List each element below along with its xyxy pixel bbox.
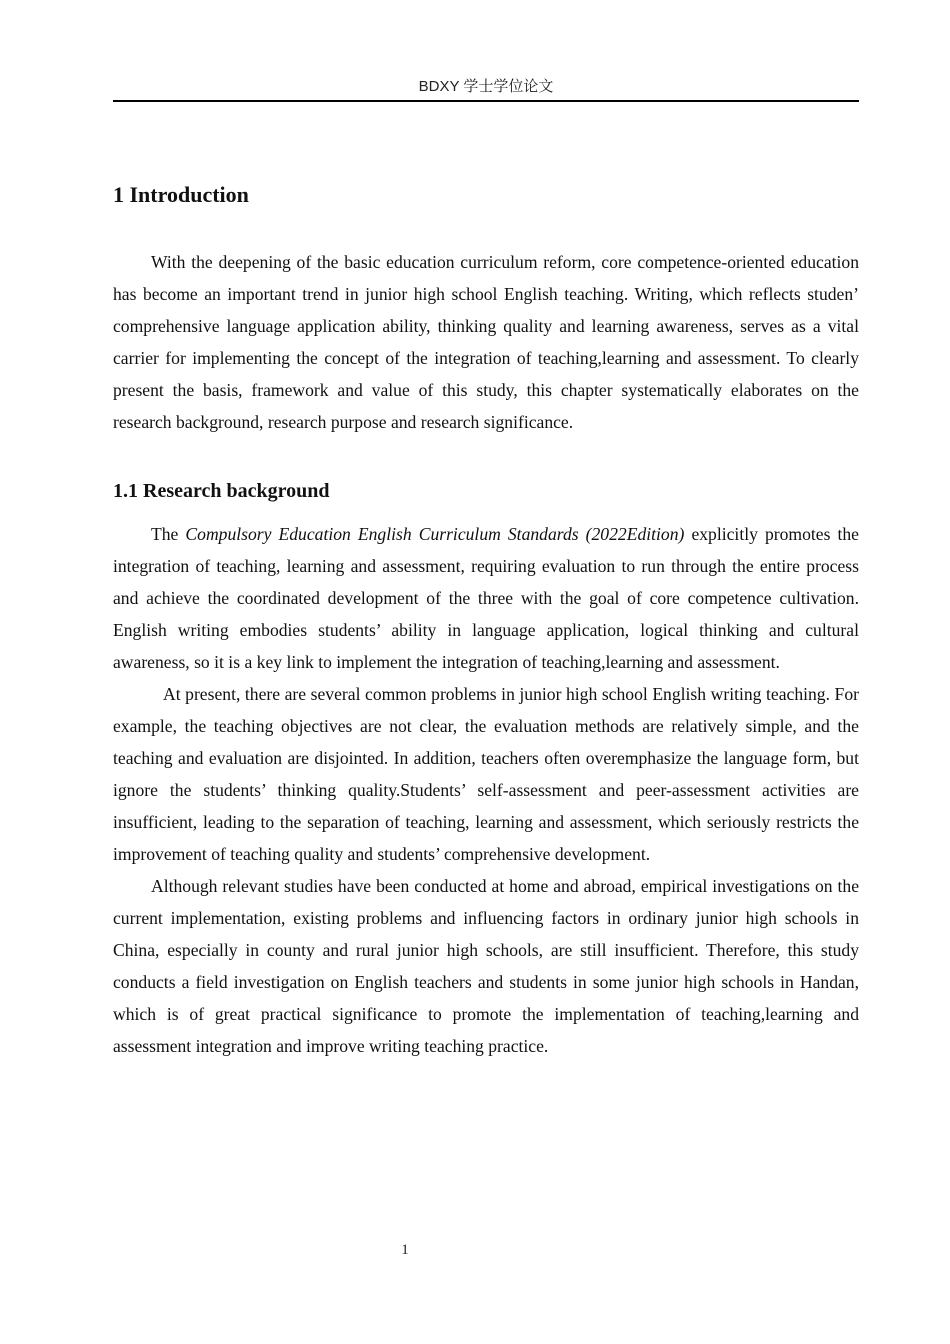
background-paragraph-2: At present, there are several common problems in junior high school English writing teaching. For example, the teaching objectives are not clear, the evaluation methods are relatively simple, and the teaching and evaluation are disjointed. In addition, teachers often overemphasize the language form, but ignore the students’ thinking quality.Students’ self-assessment and peer-assessment activities are insufficient, leading to the separation of teaching, learning and assessment, which seriously restricts the improvement of teaching quality and students’ comprehensive development. [113,684,859,864]
section-heading: 1.1 Research background [113,480,330,502]
header-rule [113,100,859,102]
chapter-heading: 1 Introduction [113,182,249,207]
paragraph-rest: explicitly promotes the integration of teaching, learning and assessment, requiring evaluation to run through the entire process and achieve the coordinated development of the three with the goal of core competence cultivation. English writing embodies students’ ability in language application, logical thinking and cultural awareness, so it is a key link to implement the integration of teaching,learning and assessment. [113,524,859,672]
running-header: BDXY 学士学位论文 [418,78,554,95]
page-number: 1 [401,1242,409,1258]
page-body [113,178,859,1062]
background-paragraph-1 [113,518,859,678]
intro-paragraph: With the deepening of the basic education curriculum reform, core competence-oriented education has become an important trend in junior high school English teaching. Writing, which reflects studen’ comprehensive language application ability, thinking quality and learning awareness, serves as a vital carrier for implementing the concept of the integration of teaching,learning and assessment. To clearly present the basis, framework and value of this study, this chapter systematically elaborates on the research background, research purpose and research significance. [113,252,859,432]
background-paragraph-3: Although relevant studies have been conducted at home and abroad, empirical investigations on the current implementation, existing problems and influencing factors in ordinary junior high schools in China, especially in county and rural junior high schools, are still insufficient. Therefore, this study conducts a field investigation on English teachers and students in some junior high schools in Handan, which is of great practical significance to promote the implementation of teaching,learning and assessment integration and improve writing teaching practice. [113,876,859,1056]
curriculum-standards-title: Compulsory Education English Curriculum Standards (2022Edition) [185,524,685,544]
paragraph-lead: The [151,524,186,544]
